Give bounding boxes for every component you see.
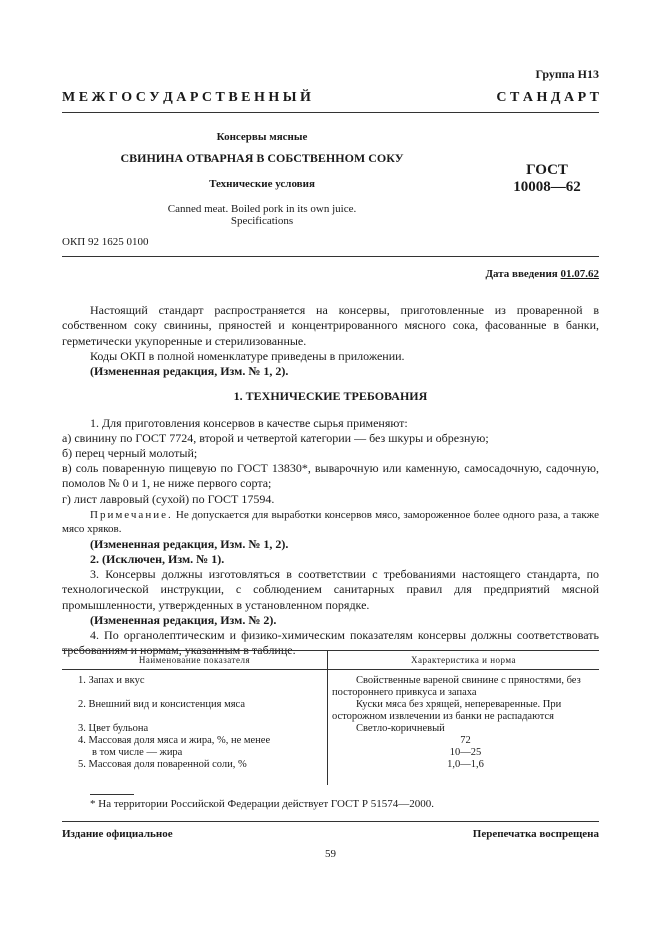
row-value: 72 [460,735,471,746]
requirements-table [62,650,599,785]
table-row [62,699,599,723]
row-name: 3. Цвет бульона [62,723,328,735]
section-title: 1. ТЕХНИЧЕСКИЕ ТРЕБОВАНИЯ [233,389,428,403]
title-rule [62,256,599,257]
table-header-row [62,651,599,670]
okp-code: ОКП 92 1625 0100 [62,236,149,248]
scope-paragraph: Настоящий стандарт распространяется на консервы, приготовленные из проваренной в собственном соку свинины, пряностей и концентрированного мясного сока, фасованные в банки, герметически укупоренные и стерилизованные. [62,303,599,348]
page-number: 59 [325,848,336,860]
reprint-prohibited: Перепечатка воспрещена [472,828,599,840]
group-code: Группа Н13 [535,67,599,81]
okp-note: Коды ОКП в полной номенклатуре приведены в приложении. [90,349,405,363]
official-edition: Издание официальное [62,828,173,840]
table-row [62,747,599,759]
header-indicator-name: Наименование показателя [62,651,328,670]
row-name: 5. Массовая доля поваренной соли, % [62,759,328,785]
item-1g: г) лист лавровый (сухой) по ГОСТ 17594. [62,492,275,506]
row-name: в том числе — жира [62,747,328,759]
row-name: 2. Внешний вид и консистенция мяса [62,699,328,723]
row-value: Куски мяса без хрящей, непереваренные. При осторожном извлечении из банки не распадаются [332,699,562,722]
english-title: Canned meat. Boiled pork in its own juice. [167,203,357,215]
table-row [62,723,599,735]
revision-note-2: (Измененная редакция, Изм. № 1, 2). [90,537,289,551]
banner-word-standard: С Т А Н Д А Р Т [496,90,599,105]
item-1: 1. Для приготовления консервов в качестве сырья применяют: [90,416,408,430]
english-subtitle: Specifications [230,215,294,227]
gost-label: ГОСТ [526,162,568,178]
item-1v: в) соль поваренную пищевую по ГОСТ 13830*, выварочную или каменную, самосадочную, садочную, помолов № 0 и 1, не ниже первого сорта; [62,461,599,491]
document-title: СВИНИНА ОТВАРНАЯ В СОБСТВЕННОМ СОКУ [120,151,404,165]
note [62,508,599,536]
row-name: 4. Массовая доля мяса и жира, %, не менее [62,735,328,747]
footnote: * На территории Российской Федерации действует ГОСТ Р 51574—2000. [90,798,435,810]
document-subtitle: Технические условия [209,178,315,190]
row-value: Светло-коричневый [356,723,445,734]
product-kind: Консервы мясные [216,131,308,143]
item-2: 2. (Исключен, Изм. № 1). [90,552,225,566]
footnote-rule [90,794,134,795]
introduction-date [485,268,599,280]
intro-date-label: Дата введения [485,268,558,280]
note-text: Не допускается для выработки консервов мясо, замороженное более одного раза, а также мясо хряков. [62,509,600,535]
item-1b: б) перец черный молотый; [62,446,198,460]
table-row [62,735,599,747]
gost-number: 10008—62 [513,179,581,195]
item-1a: а) свинину по ГОСТ 7724, второй и четвертой категории — без шкуры и обрезную; [62,431,489,445]
gost-designation [497,162,597,196]
header-rule [62,112,599,113]
row-value: 10—25 [449,747,482,758]
footer-rule [62,821,599,822]
item-3: 3. Консервы должны изготовляться в соответствии с требованиями настоящего стандарта, по технологической инструкции, с соблюдением санитарных правил для предприятий мясной промышленности, утвержденных в установленном порядке. [62,567,599,612]
table-row [62,759,599,785]
banner-word-interstate: М Е Ж Г О С У Д А Р С Т В Е Н Н Ы Й [62,90,311,105]
intro-date-value: 01.07.62 [560,268,599,280]
revision-note-1: (Измененная редакция, Изм. № 1, 2). [90,364,289,378]
row-name: 1. Запах и вкус [62,670,328,700]
row-value: Свойственные вареной свинине с пряностями, без постороннего привкуса и запаха [332,675,581,698]
table-row [62,670,599,700]
item-4: 4. По органолептическим и физико-химическим показателям консервы должны соответствовать требованиям и нормам, указанным в таблице. [62,628,599,658]
revision-note-3: (Измененная редакция, Изм. № 2). [90,613,277,627]
note-label: Примечание. [90,509,173,521]
row-value: 1,0—1,6 [447,759,484,770]
header-characteristic: Характеристика и норма [328,651,600,670]
standard-banner [62,90,599,106]
